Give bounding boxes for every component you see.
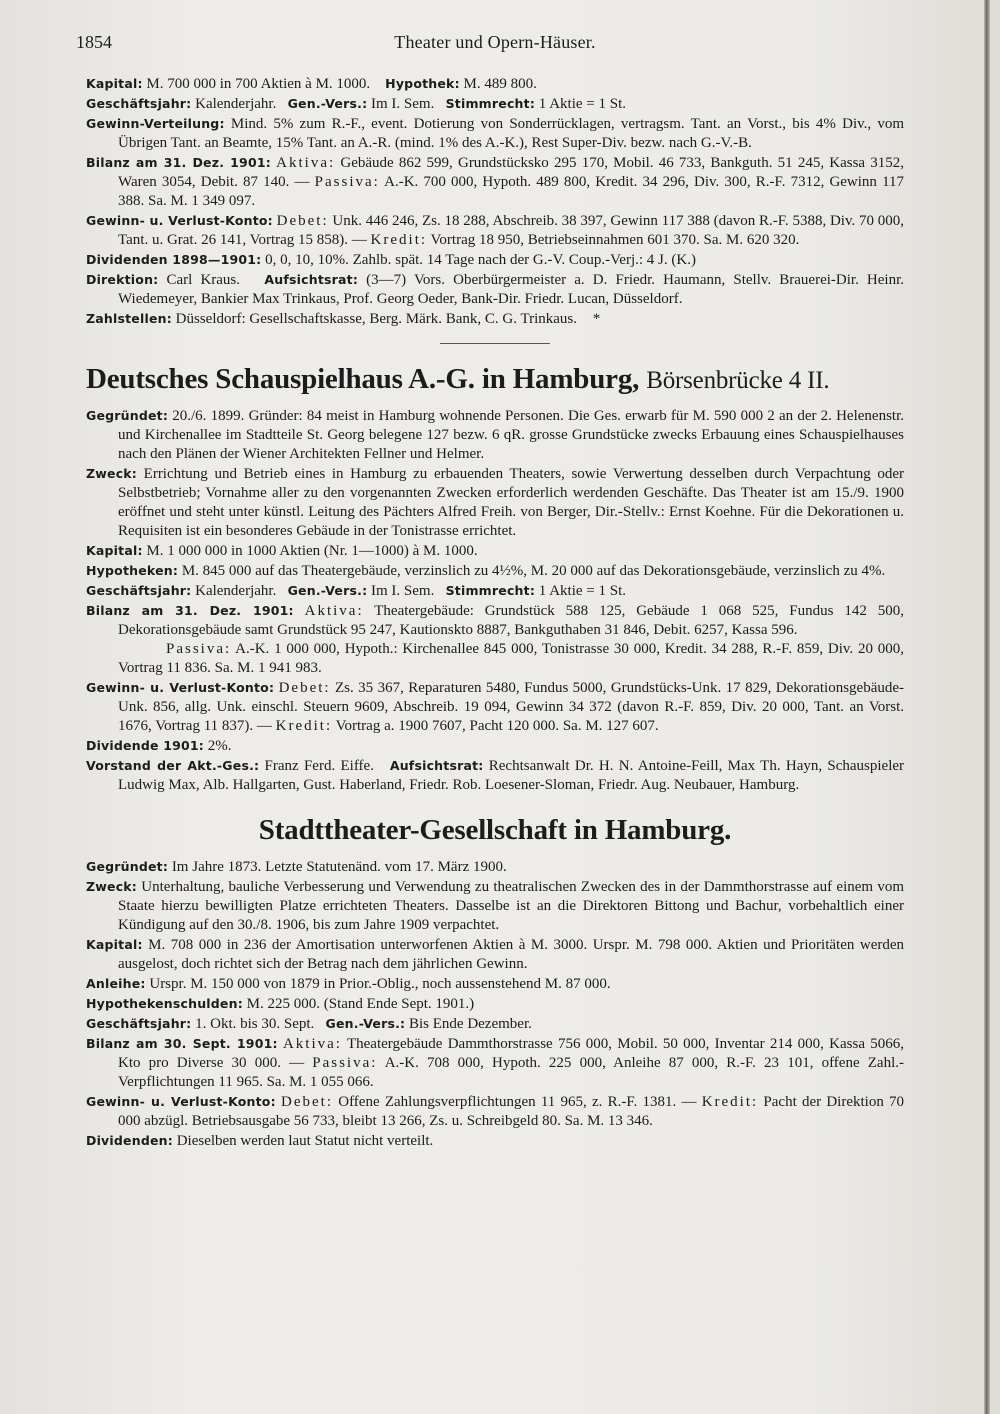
entry-gegruendet: Gegründet: Im Jahre 1873. Letzte Statutenänd. vom 17. März 1900. [86, 859, 507, 875]
entry-geschaeftsjahr: Geschäftsjahr: 1. Okt. bis 30. Sept. Gen.-Vers.: Bis Ende Dezember. [86, 1016, 532, 1032]
label-kapital: Kapital: [86, 76, 143, 91]
entry-gegruendet: Gegründet: 20./6. 1899. Gründer: 84 meist in Hamburg wohnende Personen. Die Ges. erwarb für M. 590 000 2 an der 2. Helenenstr. und Kirchenallee im Stadtteile St. Georg belegene 127 bezw. 6 qR. grosse Grundstücke zwecks Erbauung eines Schauspielhauses nach den Plänen der Wiener Architekten Fellner und Helmer. [86, 408, 904, 462]
entry-hypothekenschulden: Hypothekenschulden: M. 225 000. (Stand Ende Sept. 1901.) [86, 996, 475, 1012]
entry-dividenden: Dividenden 1898—1901: 0, 0, 10, 10%. Zahlb. spät. 14 Tage nach der G.-V. Coup.-Verj.: 4 J. (K.) [86, 252, 696, 268]
section-deutsches-schauspielhaus [86, 362, 904, 795]
section-previous-company [86, 74, 904, 329]
entry-kapital: Kapital: M. 1 000 000 in 1000 Aktien (Nr. 1—1000) à M. 1000. [86, 543, 478, 559]
entry-bilanz: Bilanz am 30. Sept. 1901: Aktiva: Theatergebäude Dammthorstrasse 756 000, Mobil. 50 000, Inventar 214 000, Kassa 5066, Kto pro Diverse 30 000. — Passiva: A.-K. 708 000, Hypoth. 225 000, Anleihe 87 000, R.-F. 23 101, offene Zahl.-Verpflichtungen 11 965. Sa. M. 1 055 066. [86, 1036, 905, 1090]
entry-bilanz-passiva: Passiva: A.-K. 1 000 000, Hypoth.: Kirchenallee 845 000, Tonistrasse 30 000, Kredit. 34 288, R.-F. 859, Div. 20 000, Vortrag 11 836. Sa. M. 1 941 983. [118, 641, 904, 676]
entry-kapital: Kapital: M. 700 000 in 700 Aktien à M. 1000. Hypothek: M. 489 800. [86, 76, 537, 92]
entry-bilanz: Bilanz am 31. Dez. 1901: Aktiva: Gebäude 862 599, Grundstücksko 295 170, Mobil. 46 733, Bankguth. 51 245, Kassa 3152, Waren 3054, Debit. 87 140. — Passiva: A.-K. 700 000, Hypoth. 489 800, Kredit. 34 296, Div. 300, R.-F. 7312, Gewinn 117 388. Sa. M. 1 349 097. [86, 155, 905, 209]
label-hypothek: Hypothek: [385, 76, 460, 91]
page-header [76, 30, 904, 56]
company-title: Deutsches Schauspielhaus A.-G. in Hamburg, Börsenbrücke 4 II. [86, 363, 830, 395]
binding-edge [984, 0, 990, 1414]
company-title: Stadttheater-Gesellschaft in Hamburg. [258, 814, 732, 846]
company-address: Börsenbrücke 4 II. [646, 367, 830, 394]
entry-zweck: Zweck: Errichtung und Betrieb eines in Hamburg zu erbauenden Theaters, sowie Verwertung desselben durch Verpachtung oder Selbstbetrieb; Vornahme aller zu den vorgenannten Zwecken erforderlich werdenden Geschäfte. Das Theater ist am 15./9. 1900 eröffnet und steht unter künstl. Leitung des Pächters Alfred Freih. von Berger, Dir.-Stellv.: Ernst Koehne. Für die Dekorationen u. Requisiten ist ein besonderes Gebäude in der Tonistrasse errichtet. [86, 466, 905, 539]
entry-kapital: Kapital: M. 708 000 in 236 der Amortisation unterworfenen Aktien à M. 3000. Urspr. M. 798 000. Aktien und Prioritäten werden ausgelost, doch richtet sich der Betrag nach dem jährlichen Gewinn. [86, 937, 905, 972]
entry-geschaeftsjahr: Geschäftsjahr: Kalenderjahr. Gen.-Vers.: Im I. Sem. Stimmrecht: 1 Aktie = 1 St. [86, 583, 627, 599]
entry-direktion: Direktion: Carl Kraus. Aufsichtsrat: (3—7) Vors. Oberbürgermeister a. D. Friedr. Haumann, Stellv. Brauerei-Dir. Heinr. Wiedemeyer, Bankier Max Trinkaus, Prof. Georg Oeder, Bank-Dir. Friedr. Lucan, Düsseldorf. [86, 272, 905, 307]
entry-geschaeftsjahr: Geschäftsjahr: Kalenderjahr. Gen.-Vers.: Im I. Sem. Stimmrecht: 1 Aktie = 1 St. [86, 96, 627, 112]
section-stadttheater [86, 813, 904, 1151]
running-head: Theater und Opern-Häuser. [394, 32, 596, 52]
entry-gewinn-verlust: Gewinn- u. Verlust-Konto: Debet: Zs. 35 367, Reparaturen 5480, Fundus 5000, Grundstücks-Unk. 17 829, Dekorationsgebäude-Unk. 856, allg. Unk. einschl. Steuern 9609, Abschreib. 19 094, Gewinn 34 372 (davon R.-F. 859, Div. 20 000, Tant. an Vorst. 1676, Vortrag 11 837). — Kredit: Vortrag a. 1900 7607, Pacht 120 000. Sa. M. 127 607. [86, 680, 905, 734]
entry-dividende: Dividende 1901: 2%. [86, 738, 232, 754]
section-divider [440, 343, 550, 344]
entry-bilanz: Bilanz am 31. Dez. 1901: Aktiva: Theatergebäude: Grundstück 588 125, Gebäude 1 068 525, Fundus 142 500, Dekorationsgebäude samt Grundstück 95 247, Kautionskto 8887, Bankguthaben 31 846, Debit. 6257, Kassa 596. [86, 603, 905, 638]
page-number: 1854 [76, 32, 112, 52]
entry-hypotheken: Hypotheken: M. 845 000 auf das Theatergebäude, verzinslich zu 4½%, M. 20 000 auf das Dekorationsgebäude, verzinslich zu 4%. [86, 563, 886, 579]
entry-anleihe: Anleihe: Urspr. M. 150 000 von 1879 in Prior.-Oblig., noch aussenstehend M. 87 000. [86, 976, 611, 992]
entry-gewinn-verlust: Gewinn- u. Verlust-Konto: Debet: Unk. 446 246, Zs. 18 288, Abschreib. 38 397, Gewinn 117 388 (davon R.-F. 5388, Div. 70 000, Tant. u. Grat. 26 141, Vortrag 15 858). — Kredit: Vortrag 18 950, Betriebseinnahmen 601 370. Sa. M. 620 320. [86, 213, 905, 248]
footnote-star: * [592, 311, 601, 327]
entry-dividenden: Dividenden: Dieselben werden laut Statut nicht verteilt. [86, 1133, 434, 1149]
entry-vorstand: Vorstand der Akt.-Ges.: Franz Ferd. Eiffe. Aufsichtsrat: Rechtsanwalt Dr. H. N. Antoine-Feill, Max Th. Hayn, Schauspieler Ludwig Max, Alb. Hallgarten, Gust. Haberland, Friedr. Rob. Loesener-Sloman, Friedr. Aug. Neubauer, Hamburg. [86, 758, 905, 793]
entry-zahlstellen: Zahlstellen: Düsseldorf: Gesellschaftskasse, Berg. Märk. Bank, C. G. Trinkaus. * [86, 311, 601, 327]
entry-gewinn-verlust: Gewinn- u. Verlust-Konto: Debet: Offene Zahlungsverpflichtungen 11 965, z. R.-F. 1381. — Kredit: Pacht der Direktion 70 000 abzügl. Betriebsausgabe 56 733, bleibt 13 266, Zs. u. Schreibgeld 80. Sa. M. 13 346. [86, 1094, 905, 1129]
entry-gewinn-verteilung: Gewinn-Verteilung: Mind. 5% zum R.-F., event. Dotierung von Sonderrücklagen, vertragsm. Tant. an Vorst., bis 4% Div., vom Übrigen Tant. an Beamte, 15% Tant. an A.-R. (mind. 1% des A.-K.), Rest Super-Div. bezw. nach G.-V.-B. [86, 116, 905, 151]
entry-zweck: Zweck: Unterhaltung, bauliche Verbesserung und Verwendung zu theatralischen Zwecken des in der Dammthorstrasse auf einem vom Staate hierzu bewilligten Platze errichteten Theaters. Dasselbe ist an die Direktoren Bittong und Bachur, vorbehaltlich einer Kündigung auf den 30./8. 1906, bis zum Jahre 1909 verpachtet. [86, 879, 905, 933]
